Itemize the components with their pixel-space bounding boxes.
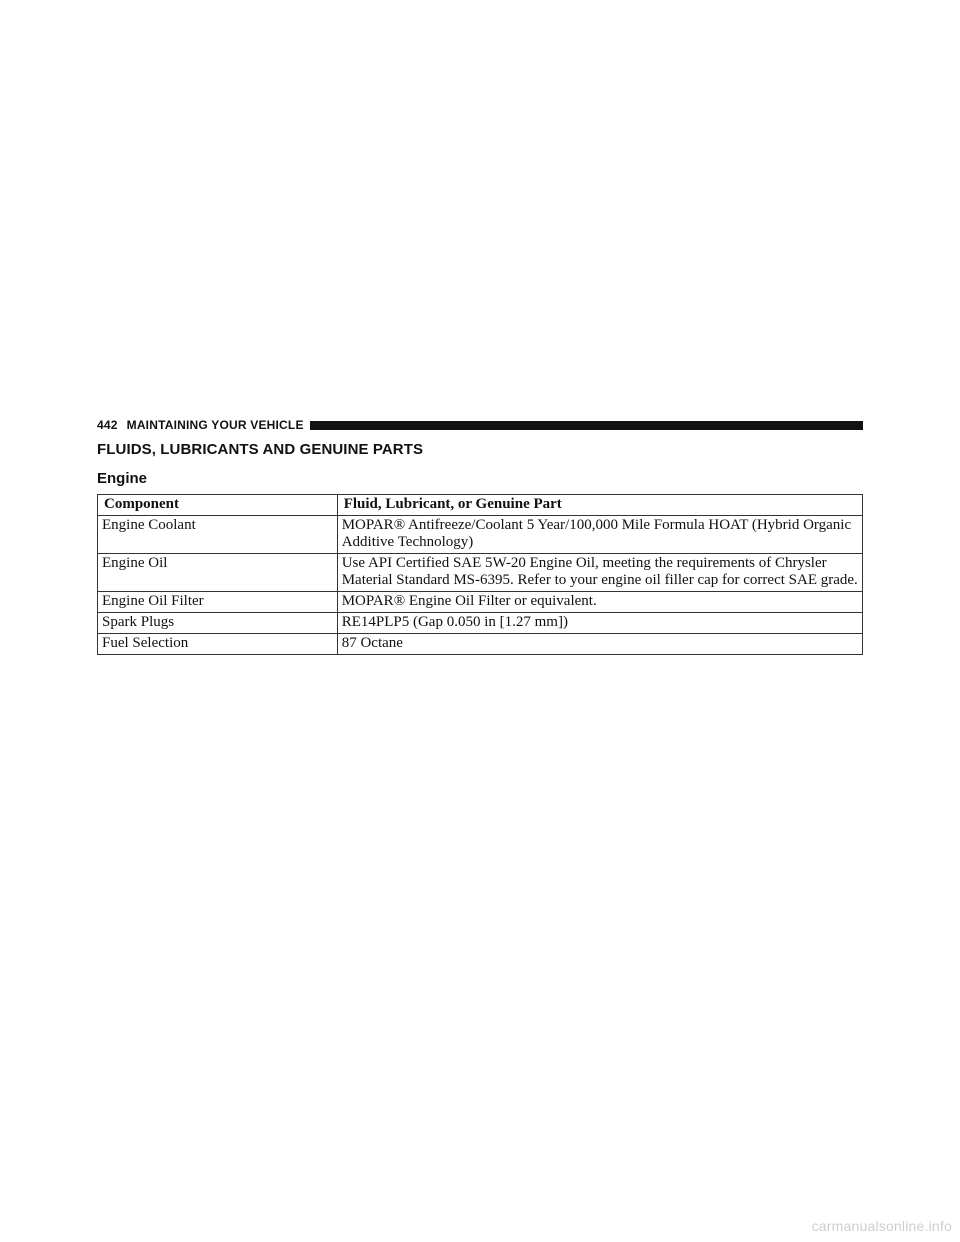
table-row bbox=[98, 554, 863, 592]
page-header bbox=[97, 418, 863, 432]
fluid-cell: 87 Octane bbox=[337, 634, 862, 655]
fluids-table bbox=[97, 494, 863, 655]
table-header-row bbox=[98, 495, 863, 516]
component-cell: Fuel Selection bbox=[98, 634, 338, 655]
table-row bbox=[98, 592, 863, 613]
table-row bbox=[98, 634, 863, 655]
fluid-cell: MOPAR® Antifreeze/Coolant 5 Year/100,000 Mile Formula HOAT (Hybrid Organic Additive Technology) bbox=[337, 516, 862, 554]
component-cell: Engine Coolant bbox=[98, 516, 338, 554]
table-row bbox=[98, 613, 863, 634]
section-label: MAINTAINING YOUR VEHICLE bbox=[126, 418, 304, 432]
page-number: 442 bbox=[97, 418, 118, 432]
component-cell: Spark Plugs bbox=[98, 613, 338, 634]
fluid-cell: Use API Certified SAE 5W-20 Engine Oil, meeting the requirements of Chrysler Material Standard MS-6395. Refer to your engine oil filler cap for correct SAE grade. bbox=[337, 554, 862, 592]
table-row bbox=[98, 516, 863, 554]
component-cell: Engine Oil bbox=[98, 554, 338, 592]
subsection-title: Engine bbox=[97, 470, 148, 487]
fluid-cell: MOPAR® Engine Oil Filter or equivalent. bbox=[337, 592, 862, 613]
watermark: carmanualsonline.info bbox=[811, 1218, 952, 1234]
component-cell: Engine Oil Filter bbox=[98, 592, 338, 613]
header-rule bbox=[310, 421, 863, 430]
column-header-fluid: Fluid, Lubricant, or Genuine Part bbox=[337, 495, 862, 516]
column-header-component: Component bbox=[98, 495, 338, 516]
fluid-cell: RE14PLP5 (Gap 0.050 in [1.27 mm]) bbox=[337, 613, 862, 634]
page-title: FLUIDS, LUBRICANTS AND GENUINE PARTS bbox=[97, 441, 424, 458]
